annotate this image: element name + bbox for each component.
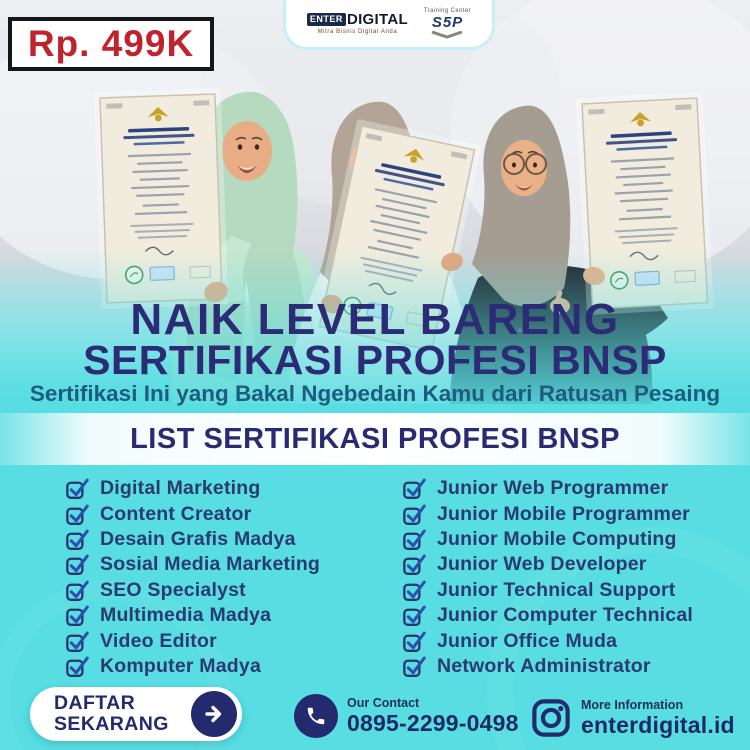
checkbox-check-icon <box>403 655 426 678</box>
checkbox-check-icon <box>66 477 89 500</box>
cta-label-line1: DAFTAR <box>54 691 136 714</box>
list-item <box>66 578 375 603</box>
checkbox-check-icon <box>403 503 426 526</box>
list-item <box>403 603 750 628</box>
checkbox-check-icon <box>66 503 89 526</box>
enterdigital-digital-mark: DIGITAL <box>346 11 408 28</box>
enterdigital-logo <box>307 12 408 35</box>
arrow-right-icon <box>191 691 237 737</box>
certification-name: Network Administrator <box>437 654 651 677</box>
instagram-icon <box>530 697 572 739</box>
instagram-label: More Information <box>581 697 684 712</box>
cta-label <box>30 693 169 736</box>
certification-name: Digital Marketing <box>100 477 261 500</box>
header-logo-chip <box>283 0 495 50</box>
certification-name: Junior Web Developer <box>437 553 647 576</box>
headline-line2: SERTIFIKASI PROFESI BNSP <box>83 337 667 383</box>
certification-name: Video Editor <box>100 629 217 652</box>
checkbox-check-icon <box>403 630 426 653</box>
list-item <box>66 476 375 501</box>
list-item <box>403 628 750 653</box>
phone-contact[interactable] <box>294 694 519 738</box>
list-item <box>403 552 750 577</box>
phone-number: 0895-2299-0498 <box>347 709 519 736</box>
certification-name: Desain Grafis Madya <box>100 527 296 550</box>
list-item <box>403 654 750 679</box>
checkbox-check-icon <box>66 604 89 627</box>
instagram-handle: enterdigital.id <box>581 711 735 738</box>
certification-name: Multimedia Madya <box>100 604 272 627</box>
certification-name: Junior Mobile Programmer <box>437 502 690 525</box>
cert-list-left-column <box>0 476 375 679</box>
list-item <box>66 501 375 526</box>
list-banner <box>0 413 750 465</box>
checkbox-check-icon <box>403 604 426 627</box>
checkbox-check-icon <box>403 579 426 602</box>
certification-list <box>0 476 750 679</box>
price-text: Rp. 499K <box>27 23 195 64</box>
list-item <box>403 578 750 603</box>
certification-name: Junior Computer Technical <box>437 604 694 627</box>
certification-name: Sosial Media Marketing <box>100 553 321 576</box>
certification-name: Content Creator <box>100 502 252 525</box>
checkbox-check-icon <box>66 655 89 678</box>
instagram-contact[interactable] <box>530 697 735 739</box>
list-item <box>403 501 750 526</box>
phone-label: Our Contact <box>347 695 420 710</box>
certification-name: SEO Specialyst <box>100 578 246 601</box>
headline-line1: NAIK LEVEL BARENG <box>130 295 620 344</box>
certification-name: Junior Office Muda <box>437 629 618 652</box>
list-item <box>66 603 375 628</box>
list-item <box>403 476 750 501</box>
checkbox-check-icon <box>403 553 426 576</box>
phone-icon <box>294 694 338 738</box>
list-item <box>66 654 375 679</box>
list-item <box>403 527 750 552</box>
list-item <box>66 552 375 577</box>
certification-name: Junior Web Programmer <box>437 477 669 500</box>
checkbox-check-icon <box>403 528 426 551</box>
checkbox-check-icon <box>66 630 89 653</box>
enterdigital-tagline: Mitra Bisnis Digital Anda <box>317 29 398 35</box>
partner-logo <box>424 8 471 39</box>
checkbox-check-icon <box>403 477 426 500</box>
headline-subtitle: Sertifikasi Ini yang Bakal Ngebedain Kamu dari Ratusan Pesaing <box>29 381 721 406</box>
chevron-down-icon <box>430 31 464 39</box>
cta-label-line2: SEKARANG <box>54 713 169 735</box>
list-item <box>66 628 375 653</box>
checkbox-check-icon <box>66 553 89 576</box>
certification-name: Junior Technical Support <box>437 578 676 601</box>
partner-logo-caption: Training Center <box>423 8 472 14</box>
cert-list-right-column <box>375 476 750 679</box>
checkbox-check-icon <box>66 579 89 602</box>
certification-name: Junior Mobile Computing <box>437 527 677 550</box>
checkbox-check-icon <box>66 528 89 551</box>
partner-logo-name: S5P <box>431 14 464 31</box>
enterdigital-enter-mark: ENTER <box>307 13 346 26</box>
list-banner-title: LIST SERTIFIKASI PROFESI BNSP <box>130 422 620 455</box>
list-item <box>66 527 375 552</box>
price-badge <box>8 17 214 71</box>
certification-name: Komputer Madya <box>100 654 261 677</box>
cta-button[interactable] <box>30 687 242 741</box>
